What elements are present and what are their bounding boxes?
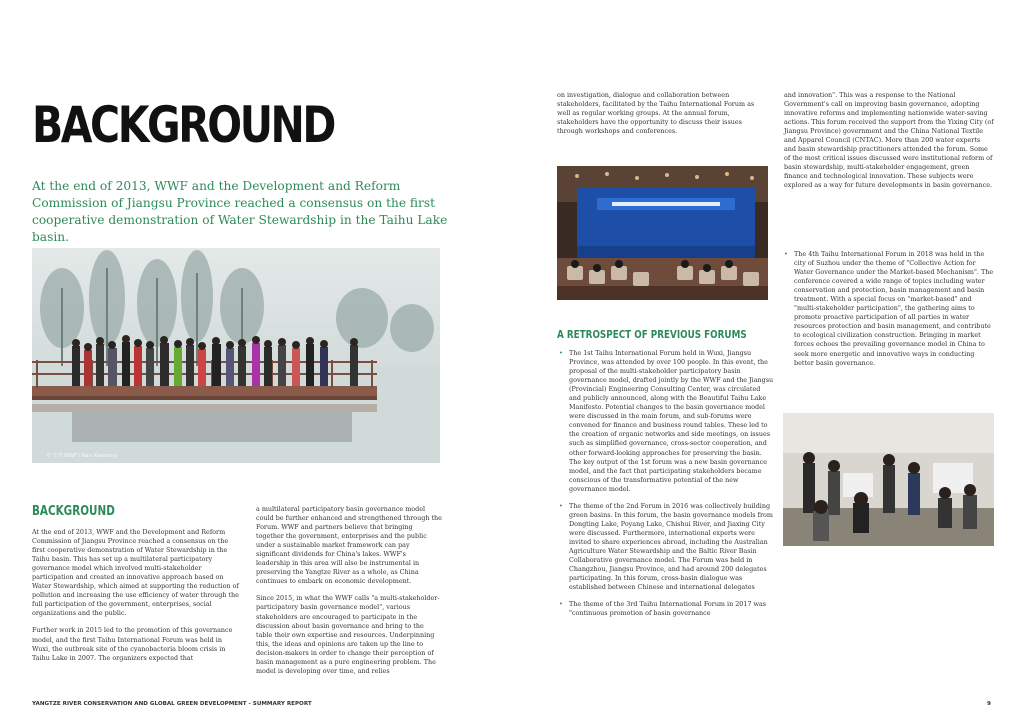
page-number: 9 (987, 701, 991, 707)
list-item: • The theme of the 3rd Taihu International Forum in 2017 was "continuous promotion of basin governance (559, 600, 774, 618)
paragraph: Since 2015, in what the WWF calls "a multi-stakeholder-participatory basin governance model", various stakeholders are encouraged to participate in the discussion about basin governance and bring to the table their own expertise and resources. Underpinning this, the ideas and opinions are taken up the line to decision-makers in order to change their perception of basin management as a pure engineering problem. The model is developing over time, and relies (256, 594, 440, 675)
paragraph: Further work in 2015 led to the promotion of this governance model, and the first Taihu International Forum was held in Wuxi, the outbreak site of the cyanobacteria bloom crisis in Taihu Lake in 2007. The organizers expected that (32, 626, 233, 662)
column-3-top-text (557, 91, 757, 136)
lake-pier-photo (32, 248, 440, 463)
footer-report-title: YANGTZE RIVER CONSERVATION AND GLOBAL GREEN DEVELOPMENT - SUMMARY REPORT (32, 701, 312, 707)
background-column-2 (256, 505, 442, 676)
photo-credit: © 长青 WWF / Nan Xiaodong (46, 453, 117, 459)
page-title: BACKGROUND (32, 96, 334, 154)
forum-stage-photo (557, 166, 768, 300)
paragraph: a multilateral participatory basin governance model could be further enhanced and strengthened through the Forum. WWF and partners believe that bringing together the government, enterprises and the public under a sustainable market framework can pay significant dividends for China's lakes. WWF's leadership in this area will also be instrumental in preserving the Yangtze River as a whole, as China continues to embark on economic development. (256, 505, 442, 586)
paragraph: and innovation". This was a response to the National Government's call on improving basin governance, adopting innovative reforms and implementing nationwide water-saving actions. This forum received the support from the Yixing City (of Jiangsu Province) government and the China National Textile and Apparel Council (CNTAC). More than 200 water experts and basin stewardship practitioners attended the forum. Some of the most critical issues discussed were institutional reform of basin stewardship, multi-stakeholder engagement, green finance and technological innovation. These subjects were explored as a way for future developments in basin governance. (784, 91, 994, 190)
forum-stage-illustration (557, 166, 768, 300)
lake-pier-illustration (32, 248, 440, 463)
workshop-illustration (783, 413, 994, 546)
list-item: • The 1st Taihu International Forum held in Wuxi, Jiangsu Province, was attended by over 100 people. In this event, the proposal of the multi-stakeholder participatory basin governance model, drafted jointly by the WWF and the Jiangsu (Provincial) Engineering Consulting Center, was circulated and publicly announced, along with the Beautiful Taihu Lake Manifesto. Potential changes to the basin governance model were discussed in the main forum, and sub-forums were convened for finance and business round tables. These led to the creation of organic networks and side meetings, on issues such as simplified governance, cross-sector cooperation, and other forward-looking approaches for preserving the basin. The key output of the 1st forum was a new basin governance model, and the fact that participating stakeholders became conscious of the transformative potential of the new governance model. (559, 349, 774, 494)
retrospect-section-heading: A RETROSPECT OF PREVIOUS FORUMS (557, 328, 747, 341)
forum-bullet-list (559, 349, 774, 618)
retrospect-list (559, 349, 774, 626)
forum-bullet-list-2 (784, 250, 994, 368)
background-column-1 (32, 528, 242, 663)
workshop-photo (783, 413, 994, 546)
column-4-top-text (784, 91, 994, 191)
paragraph: on investigation, dialogue and collaboration between stakeholders, facilitated by the Taihu International Forum as well as regular working groups. At the annual forum, stakeholders have the opportunity to discuss their issues through workshops and conferences. (557, 91, 755, 136)
list-item: • The theme of the 2nd Forum in 2016 was collectively building green basins. In this forum, the basin governance models from Dongting Lake, Poyang Lake, Chishui River, and Jiaxing City were discussed. Furthermore, international experts were invited to share experiences abroad, including the Australian Agriculture Water Stewardship and the Baltic River Basin Collaborative governance model. The Forum was held in Changzhou, Jiangsu Province, and had around 200 delegates participating. In this forum, cross-basin dialogue was established between Chinese and international delegates (559, 502, 774, 592)
background-section-heading: BACKGROUND (32, 504, 115, 519)
column-4-bullet (784, 250, 994, 376)
paragraph: At the end of 2013, WWF and the Development and Reform Commission of Jiangsu Province reached a consensus on the first cooperative demonstration of Water Stewardship in the Taihu basin. This has set up a multilateral participatory governance model which involved multi-stakeholder participation and created an innovative approach based on Water Stewardship, which aimed at supporting the reduction of pollution and increasing the use efficiency of water through the full participation of the government, enterprises, social organizations and the public. (32, 528, 239, 618)
list-item: • The 4th Taihu International Forum in 2018 was held in the city of Suzhou under the theme of "Collective Action for Water Governance under the Market-based Mechanism". The conference covered a wide range of topics including water conservation and protection, basin management and basin treatment. With a special focus on "market-based" and "multi-stakeholder participation", the gathering aims to promote proactive participation of all parties in water resources protection and basin management, and contribute to ecological civilization construction. Bringing in market forces echoes the prevailing governance model in China to seek more energetic and innovative ways in conducting better basin governance. (784, 250, 994, 368)
intro-paragraph: At the end of 2013, WWF and the Development and Reform Commission of Jiangsu Province reached a consensus on the first cooperative demonstration of Water Stewardship in the Taihu Lake basin. (32, 179, 448, 244)
